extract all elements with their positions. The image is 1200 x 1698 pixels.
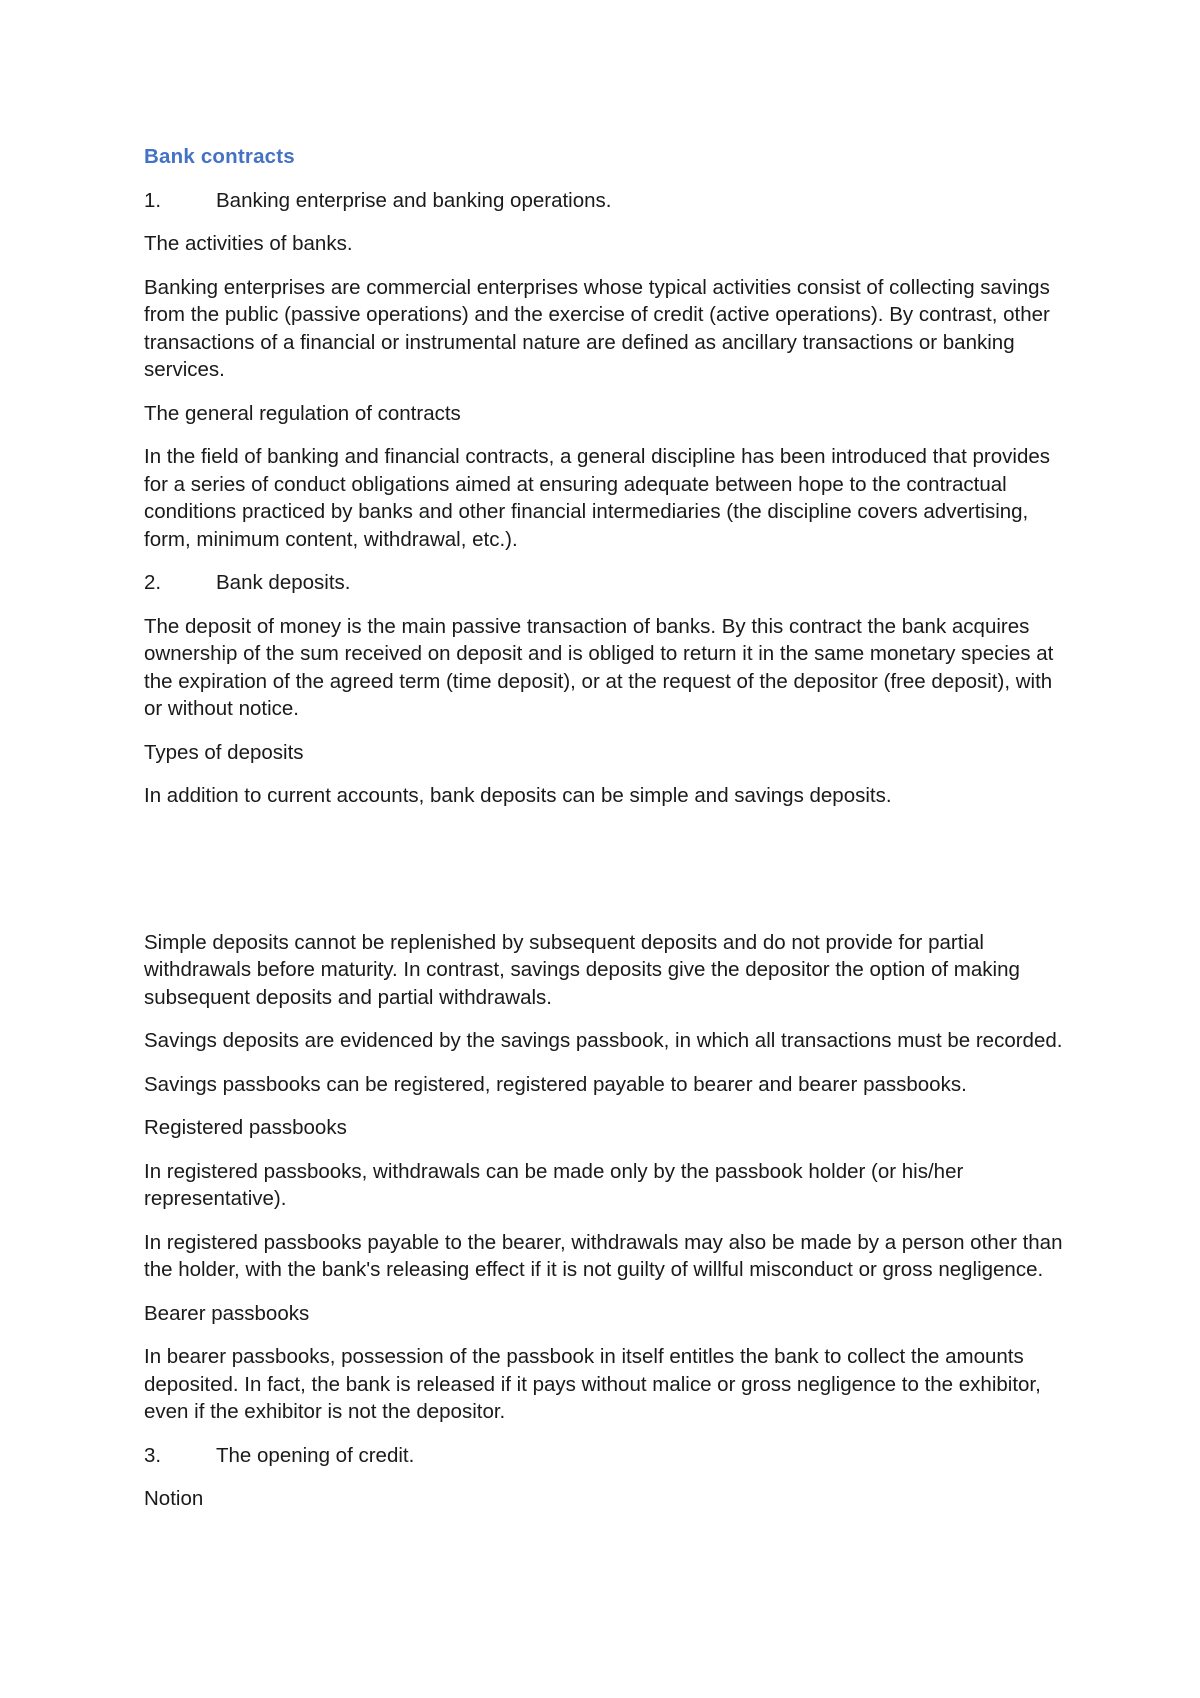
- blank-space: [144, 826, 1064, 929]
- paragraph-types: In addition to current accounts, bank deposits can be simple and savings deposits.: [144, 784, 892, 807]
- paragraph-savings-deposits: Savings deposits are evidenced by the savings passbook, in which all transactions must be recorded.: [144, 1029, 1063, 1052]
- section-heading-text: The opening of credit.: [216, 1443, 415, 1467]
- subheading-registered: Registered passbooks: [144, 1116, 347, 1139]
- section-number: 2.: [144, 571, 162, 594]
- subheading-types: Types of deposits: [144, 740, 304, 764]
- section-number: 1.: [144, 188, 162, 212]
- paragraph-registered: In registered passbooks, withdrawals can be made only by the passbook holder (or his/her representative).: [144, 1159, 964, 1210]
- section-3-heading: [144, 1442, 1064, 1470]
- document-title: Bank contracts: [144, 145, 295, 168]
- section-1-heading: [144, 187, 1064, 215]
- paragraph-deposit: The deposit of money is the main passive transaction of banks. By this contract the bank acquires ownership of the sum received on deposit and is obliged to return it in the same monetary species at the expiration of the agreed term (time deposit), or at the request of the depositor (free deposit), with or without notice.: [144, 614, 1054, 720]
- subheading-notion: Notion: [144, 1487, 204, 1510]
- paragraph-simple-deposits: Simple deposits cannot be replenished by subsequent deposits and do not provide for partial withdrawals before maturity. In contrast, savings deposits give the depositor the option of making subsequent deposits and partial withdrawals.: [144, 930, 1020, 1009]
- subheading-regulation: The general regulation of contracts: [144, 401, 461, 425]
- subheading-bearer: Bearer passbooks: [144, 1301, 310, 1325]
- document-body: [144, 143, 1064, 1529]
- paragraph-passbook-types: Savings passbooks can be registered, registered payable to bearer and bearer passbooks.: [144, 1072, 967, 1096]
- paragraph-activities: Banking enterprises are commercial enterprises whose typical activities consist of collecting savings from the public (passive operations) and the exercise of credit (active operations). By contrast, other transactions of a financial or instrumental nature are defined as ancillary transactions or banking services.: [144, 275, 1050, 381]
- subheading-activities: The activities of banks.: [144, 232, 353, 255]
- paragraph-regulation: In the field of banking and financial contracts, a general discipline has been introduced that provides for a series of conduct obligations aimed at ensuring adequate between hope to the contractual conditions practiced by banks and other financial intermediaries (the discipline covers advertising, form, minimum content, withdrawal, etc.).: [144, 445, 1051, 551]
- section-heading-text: Banking enterprise and banking operations.: [216, 188, 612, 212]
- section-2-heading: [144, 569, 1064, 597]
- section-heading-text: Bank deposits.: [216, 571, 351, 594]
- paragraph-bearer: In bearer passbooks, possession of the passbook in itself entitles the bank to collect the amounts deposited. In fact, the bank is released if it pays without malice or gross negligence to the exhibitor, even if the exhibitor is not the depositor.: [144, 1345, 1041, 1423]
- paragraph-registered-bearer: In registered passbooks payable to the bearer, withdrawals may also be made by a person other than the holder, with the bank's releasing effect if it is not guilty of willful misconduct or gross negligence.: [144, 1230, 1063, 1281]
- section-number: 3.: [144, 1443, 162, 1467]
